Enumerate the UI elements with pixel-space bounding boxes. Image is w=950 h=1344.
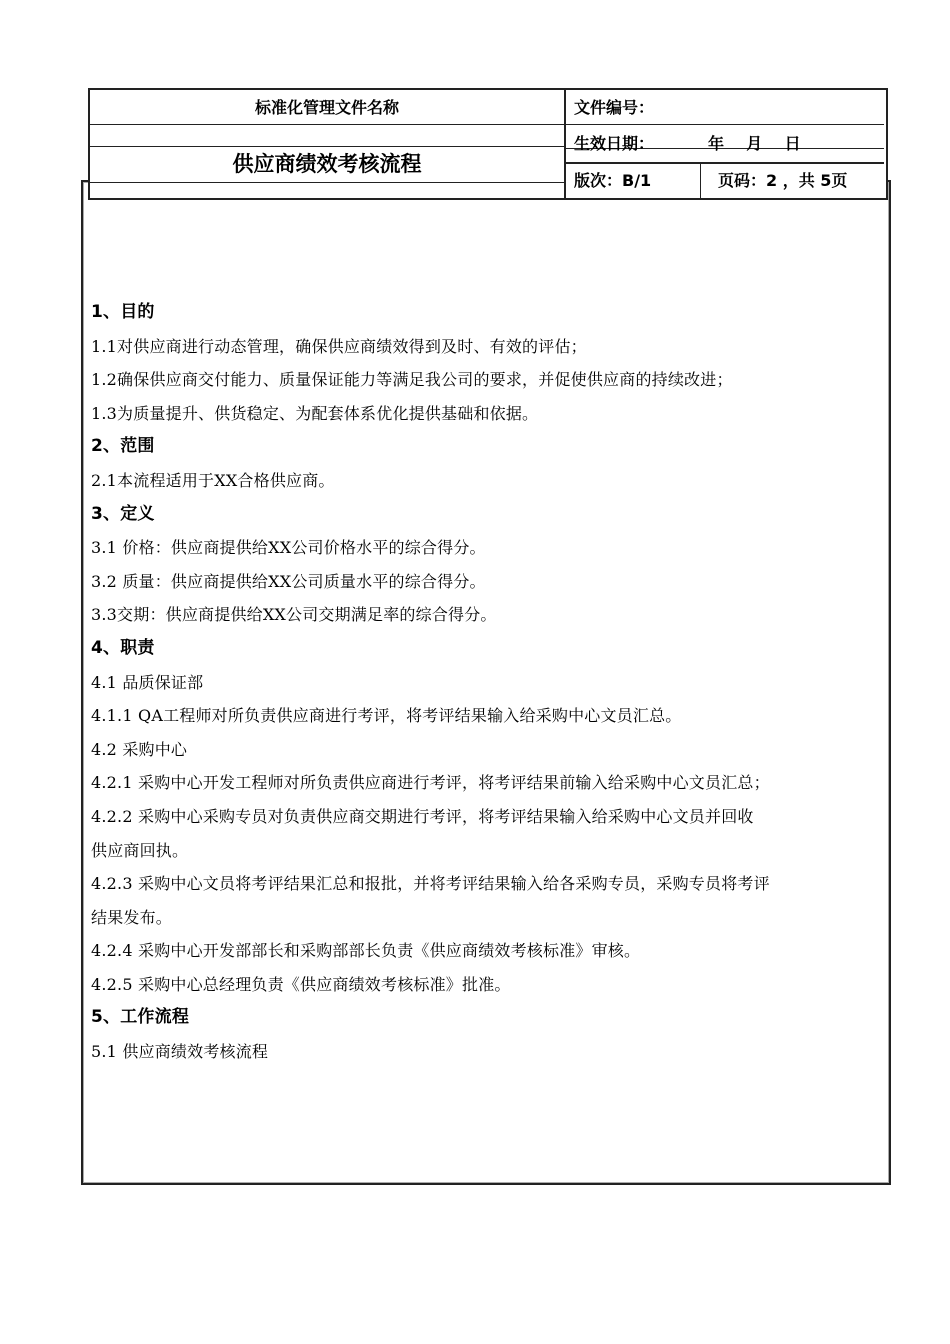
doc-name-label: 标准化管理文件名称 (254, 98, 399, 117)
body-line: 1.3为质量提升、供货稳定、为配套体系优化提供基础和依据。 (91, 403, 539, 423)
effective-date-label: 生效日期： (574, 134, 655, 153)
body-line: 4.2.3 采购中心文员将考评结果汇总和报批，并将考评结果输入给各采购专员，采购专员将考评 (91, 874, 770, 894)
document-body (91, 296, 883, 1069)
body-line: 3.2 质量：供应商提供给XX公司质量水平的综合得分。 (91, 571, 486, 591)
section-heading: 5、工作流程 (91, 1007, 190, 1028)
body-line: 5.1 供应商绩效考核流程 (91, 1042, 269, 1062)
body-line: 4.2 采购中心 (91, 739, 188, 759)
body-line: 4.2.5 采购中心总经理负责《供应商绩效考核标准》批准。 (91, 974, 511, 994)
effective-date-value: 年 月 日 (708, 134, 801, 153)
body-line: 供应商回执。 (91, 840, 189, 860)
section-heading: 4、职责 (91, 637, 155, 658)
doc-number-label: 文件编号： (574, 98, 655, 117)
body-line: 1.1对供应商进行动态管理，确保供应商绩效得到及时、有效的评估； (91, 336, 587, 356)
header-rule-4 (564, 162, 884, 164)
header-divider-main (564, 90, 566, 198)
header-rule-2 (90, 146, 564, 147)
doc-title: 供应商绩效考核流程 (232, 152, 422, 176)
page-number-label: 页码：2 ，共 5页 (718, 171, 848, 190)
header-table (88, 88, 888, 200)
header-rule-1 (90, 124, 884, 125)
body-line: 结果发布。 (91, 907, 173, 927)
header-rule-5 (90, 182, 564, 183)
body-line: 4.2.1 采购中心开发工程师对所负责供应商进行考评，将考评结果前输入给采购中心文员汇总； (91, 773, 770, 793)
section-heading: 2、范围 (91, 436, 155, 457)
body-line: 2.1本流程适用于XX合格供应商。 (91, 470, 335, 490)
body-line: 4.1.1 QA工程师对所负责供应商进行考评，将考评结果输入给采购中心文员汇总。 (91, 706, 682, 726)
body-line: 3.3交期：供应商提供给XX公司交期满足率的综合得分。 (91, 605, 497, 625)
body-line: 4.1 品质保证部 (91, 672, 204, 692)
section-heading: 1、目的 (91, 302, 155, 322)
body-line: 4.2.4 采购中心开发部部长和采购部部长负责《供应商绩效考核标准》审核。 (91, 941, 641, 961)
body-line: 4.2.2 采购中心采购专员对负责供应商交期进行考评，将考评结果输入给采购中心文员并回收 (91, 806, 754, 826)
section-heading: 3、定义 (91, 503, 155, 524)
body-line: 1.2确保供应商交付能力、质量保证能力等满足我公司的要求，并促使供应商的持续改进； (91, 370, 733, 390)
header-divider-version (700, 164, 701, 198)
version-label: 版次：B/1 (574, 171, 652, 190)
body-line: 3.1 价格：供应商提供给XX公司价格水平的综合得分。 (91, 538, 486, 558)
